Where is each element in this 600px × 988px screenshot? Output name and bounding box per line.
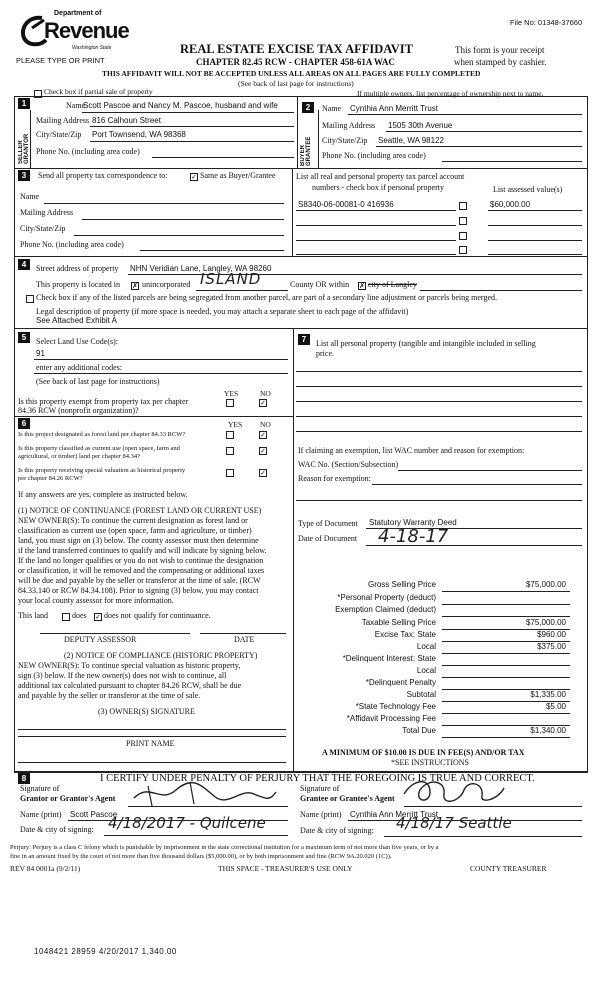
treasurer-space-label: THIS SPACE - TREASURER'S USE ONLY — [218, 864, 353, 873]
tax-row-label: Exemption Claimed (deduct) — [335, 605, 436, 614]
assessed-value-field[interactable]: $60,000.00 — [490, 200, 531, 209]
city-checkbox[interactable]: ✗ — [359, 282, 365, 290]
unincorporated-checkbox[interactable]: ✗ — [132, 282, 138, 290]
grantee-name-field[interactable]: Cynthia Ann Merritt Trust — [350, 810, 439, 819]
tax-row-value[interactable]: $75,000.00 — [525, 580, 566, 589]
segregated-checkbox[interactable] — [26, 295, 34, 303]
assessed-label: List assessed value(s) — [493, 185, 563, 194]
exempt-yes-header: YES — [224, 389, 239, 398]
partial-sale-label: Check box if partial sale of property — [44, 87, 153, 96]
does-qualify-checkbox[interactable] — [62, 613, 70, 621]
historical-yes-checkbox[interactable] — [226, 469, 234, 477]
buyer-grantee-label: BUYER GRANTEE — [300, 136, 312, 166]
exempt-question-1: Is this property exempt from property tax per chapter — [18, 397, 189, 406]
county-handwritten[interactable]: ISLAND — [200, 270, 262, 288]
section-5-badge: 5 — [18, 332, 30, 343]
personal-property-checkbox-4[interactable] — [459, 246, 467, 254]
street-label: Street address of property — [36, 264, 119, 273]
buyer-mailing-field[interactable]: 1505 30th Avenue — [388, 121, 453, 130]
buyer-name-label: Name — [322, 104, 342, 113]
tax-row-value[interactable]: $1,335.00 — [530, 690, 566, 699]
grantor-name-field[interactable]: Scott Pascoe — [70, 810, 118, 819]
section-3-badge: 3 — [18, 170, 30, 181]
historical-no-checkbox[interactable]: ✓ — [260, 469, 266, 477]
parcel-number-field[interactable]: S8340-06-00081-0 416936 — [298, 200, 394, 209]
notice2-body: NEW OWNER(S): To continue special valuation as historic property, sign (3) below. If the new owner(s) does not wish to continue, all additional tax calculated pursuant to chapter 84.26 RCW, shall be due and payable by the seller or transferor at the time of sale. — [18, 661, 242, 700]
see-back: (See back of last page for instructions) — [238, 79, 354, 88]
corr-mailing-label: Mailing Address — [20, 208, 74, 217]
owner-signature-label: (3) OWNER(S) SIGNATURE — [98, 707, 195, 716]
buyer-mailing-label: Mailing Address — [322, 121, 376, 130]
notice2-title: (2) NOTICE OF COMPLIANCE (HISTORIC PROPERTY) — [64, 651, 258, 660]
tax-row-value[interactable]: $375.00 — [537, 642, 566, 651]
buyer-city-field[interactable]: Seattle, WA 98122 — [378, 136, 444, 145]
seller-phone-label: Phone No. (including area code) — [36, 147, 140, 156]
forest-land-question: Is this project designated as forest land per chapter 84.33 RCW? — [18, 431, 186, 438]
file-no: File No: 01348-37660 — [510, 18, 583, 27]
does-label: does — [72, 611, 87, 620]
personal-property-checkbox-2[interactable] — [459, 217, 467, 225]
legal-description-field[interactable]: See Attached Exhibit A — [36, 316, 117, 325]
perjury-note-2: fine in an amount fixed by the court of not more than five thousand dollars ($5,000.00), or by both imprisonment and fine (RCW 9A.20.020 (1C)). — [10, 853, 392, 860]
section-1-badge: 1 — [18, 98, 30, 109]
reason-label: Reason for exemption: — [298, 474, 371, 483]
city-of-label: city of Langley — [368, 280, 417, 289]
personal-property-checkbox-1[interactable] — [459, 202, 467, 210]
buyer-name-field[interactable]: Cynthia Ann Merritt Trust — [350, 104, 439, 113]
doc-type-field[interactable]: Statutory Warranty Deed — [369, 518, 457, 527]
grantor-sig-label-1: Signature of — [20, 784, 60, 793]
same-as-buyer-label: Same as Buyer/Grantee — [200, 171, 276, 180]
tax-row-label: Gross Selling Price — [367, 580, 436, 589]
tax-row-label: *Personal Property (deduct) — [337, 593, 436, 602]
exempt-no-checkbox[interactable]: ✓ — [260, 399, 266, 407]
buyer-phone-label: Phone No. (including area code) — [322, 151, 426, 160]
section-4-badge: 4 — [18, 259, 30, 270]
exempt-yes-checkbox[interactable] — [226, 399, 234, 407]
tax-row-label: *Delinquent Penalty — [365, 678, 436, 687]
forest-no-checkbox[interactable]: ✓ — [260, 431, 266, 439]
additional-codes-label: enter any additional codes: — [36, 363, 122, 372]
parcel-list-label-1: List all real and personal property tax parcel account — [296, 172, 465, 181]
form-chapter: CHAPTER 82.45 RCW - CHAPTER 458-61A WAC — [196, 57, 395, 67]
tax-row-label: Subtotal — [406, 690, 436, 699]
grantor-sig-label-2: Grantor or Grantor's Agent — [20, 794, 116, 803]
form-title: REAL ESTATE EXCISE TAX AFFIDAVIT — [180, 42, 413, 56]
exemption-label: If claiming an exemption, list WAC number and reason for exemption: — [298, 446, 525, 455]
logo-main: Revenue — [44, 18, 129, 43]
land-use-field[interactable]: 91 — [36, 349, 45, 358]
does-not-qualify-checkbox[interactable]: ✓ — [95, 613, 101, 621]
grantor-date-label: Date & city of signing: — [20, 825, 94, 834]
logo-top: Department of — [54, 10, 102, 17]
county-treasurer-label: COUNTY TREASURER — [470, 864, 547, 873]
doc-date-handwritten[interactable]: 4-18-17 — [378, 526, 449, 547]
grantor-name-label: Name (print) — [20, 810, 62, 819]
corr-city-label: City/State/Zip — [20, 224, 66, 233]
unincorporated-label: unincorporated — [142, 280, 191, 289]
exempt-question-2: 84.36 RCW (nonprofit organization)? — [18, 406, 139, 415]
grantee-date-label: Date & city of signing: — [300, 826, 374, 835]
grantee-name-label: Name (print) — [300, 810, 342, 819]
section-2-badge: 2 — [302, 102, 314, 113]
deputy-assessor-label: DEPUTY ASSESSOR — [64, 635, 137, 644]
qualify-label: qualify for continuance. — [134, 611, 211, 620]
current-use-yes-checkbox[interactable] — [226, 447, 234, 455]
seller-mailing-label: Mailing Address — [36, 116, 90, 125]
section-8-badge: 8 — [18, 773, 30, 784]
perjury-note-1: Perjury: Perjury is a class C felony which is punishable by imprisonment in the state correctional institution for a maximum term of not more than five years, or by a — [10, 844, 439, 851]
send-correspondence-label: Send all property tax correspondence to: — [38, 171, 168, 180]
warning-text: THIS AFFIDAVIT WILL NOT BE ACCEPTED UNLESS ALL AREAS ON ALL PAGES ARE FULLY COMPLETED — [102, 69, 481, 78]
historical-question-2: per chapter 84.26 RCW? — [18, 475, 83, 482]
personal-property-checkbox-3[interactable] — [459, 232, 467, 240]
seller-city-field[interactable]: Port Townsend, WA 98368 — [92, 130, 186, 139]
tax-row-value[interactable]: $960.00 — [537, 630, 566, 639]
tax-row-label: *State Technology Fee — [355, 702, 436, 711]
current-use-question-1: Is this property classified as current use (open space, farm and — [18, 445, 180, 452]
this-land-label: This land — [18, 611, 48, 620]
logo-sub: Washington State — [72, 45, 112, 51]
tax-row-value[interactable]: $75,000.00 — [525, 618, 566, 627]
seller-city-label: City/State/Zip — [36, 130, 82, 139]
corr-phone-label: Phone No. (including area code) — [20, 240, 124, 249]
exempt-no-header: NO — [260, 389, 271, 398]
wac-label: WAC No. (Section/Subsection) — [298, 460, 399, 469]
grantee-sig-label-1: Signature of — [300, 784, 340, 793]
doc-date-label: Date of Document — [298, 534, 358, 543]
notice1-body: NEW OWNER(S): To continue the current designation as forest land or classification as current use (open space, farm and agriculture, or timber) land, you must sign on (3) below. The county assessor must then determine if the land transferred continues to qualify and will indicate by signing below. If the land no longer qualifies or you do not wish to continue the designation or classification, it will be removed and the compensating or additional taxes will be due and payable by the seller or transferor at the time of sale. (RCW 84.33.140 or RCW 84.34.108). Prior to signing (3) below, you may contact your local county assessor for more information. — [18, 516, 267, 605]
seller-grantor-label: SELLER GRANTOR — [18, 133, 30, 164]
county-or-label: County OR within — [290, 280, 350, 289]
assessor-date-label: DATE — [234, 635, 255, 644]
tax-row-label: Local — [416, 666, 436, 675]
personal-property-label-1: List all personal property (tangible and intangible included in selling — [316, 339, 536, 348]
segregated-label: Check box if any of the listed parcels are being segregated from another parcel, are part of a secondary line adjustment or parcels being merged. — [36, 293, 497, 302]
tax-row-value[interactable]: $5.00 — [545, 702, 566, 711]
parcel-list-label-2: numbers - check box if personal property — [312, 183, 444, 192]
historical-question-1: Is this property receiving special valuation as historical property — [18, 467, 186, 474]
buyer-city-label: City/State/Zip — [322, 136, 368, 145]
multiple-owners-note: If multiple owners, list percentage of ownership next to name. — [357, 89, 544, 98]
tax-row-label: Total Due — [402, 726, 436, 735]
dor-logo — [18, 10, 130, 58]
sec6-yes-header: YES — [228, 420, 243, 429]
doc-type-label: Type of Document — [298, 519, 358, 528]
rev-number: REV 84 0001a (9/2/11) — [10, 864, 81, 873]
located-label: This property is located in — [36, 280, 120, 289]
seller-name-field[interactable]: Scott Pascoe and Nancy M. Pascoe, husband and wife — [83, 101, 278, 110]
grantor-date-handwritten[interactable]: 4/18/2017 - Quilcene — [108, 814, 266, 832]
tax-row-label: Excise Tax: State — [374, 630, 436, 639]
grantee-signature[interactable] — [400, 776, 510, 806]
minimum-fee-note: A MINIMUM OF $10.00 IS DUE IN FEE(S) AND/OR TAX — [322, 748, 525, 757]
grantor-signature[interactable] — [130, 778, 280, 808]
legal-description-label: Legal description of property (if more space is needed, you may attach a separate sheet to each page of the affidavit) — [36, 307, 409, 316]
section-6-badge: 6 — [18, 418, 30, 429]
notice1-title: (1) NOTICE OF CONTINUANCE (FOREST LAND OR CURRENT USE) — [18, 506, 262, 515]
tax-row-label: *Affidavit Processing Fee — [346, 714, 436, 723]
grantee-date-handwritten[interactable]: 4/18/17 Seattle — [396, 814, 512, 832]
tax-row-label: Local — [416, 642, 436, 651]
receipt-line1: This form is your receipt — [455, 45, 545, 55]
grantee-sig-label-2: Grantee or Grantee's Agent — [300, 794, 395, 803]
sec6-no-header: NO — [260, 420, 271, 429]
street-field[interactable]: NHN Veridian Lane, Langley, WA 98260 — [130, 264, 272, 273]
current-use-no-checkbox[interactable]: ✓ — [260, 447, 266, 455]
tax-row-label: Taxable Selling Price — [361, 618, 436, 627]
corr-name-label: Name — [20, 192, 40, 201]
land-use-see-back: (See back of last page for instructions) — [36, 377, 160, 386]
please-type: PLEASE TYPE OR PRINT — [16, 56, 105, 65]
certify-statement: I CERTIFY UNDER PENALTY OF PERJURY THAT THE FOREGOING IS TRUE AND CORRECT. — [100, 773, 535, 784]
section-7-badge: 7 — [298, 334, 310, 345]
receipt-stamp: 1048421 28959 4/20/2017 1,340.00 — [34, 947, 177, 956]
seller-mailing-field[interactable]: 816 Calhoun Street — [92, 116, 161, 125]
tax-row-label: *Delinquent Interest: State — [342, 654, 436, 663]
personal-property-label-2: price. — [316, 349, 334, 358]
land-use-label: Select Land Use Code(s): — [36, 337, 118, 346]
does-not-label: does not — [104, 611, 131, 620]
current-use-question-2: agricultural, or timber) land per chapter 84.34? — [18, 453, 141, 460]
see-instructions-note: *SEE INSTRUCTIONS — [391, 758, 470, 767]
if-yes-instruction: If any answers are yes, complete as instructed below. — [18, 490, 188, 499]
same-as-buyer-checkbox[interactable]: ✓ — [191, 173, 197, 181]
forest-yes-checkbox[interactable] — [226, 431, 234, 439]
seller-name-label: Name — [66, 101, 86, 110]
receipt-line2: when stamped by cashier. — [454, 57, 547, 67]
tax-row-value[interactable]: $1,340.00 — [530, 726, 566, 735]
print-name-label: PRINT NAME — [126, 739, 175, 748]
